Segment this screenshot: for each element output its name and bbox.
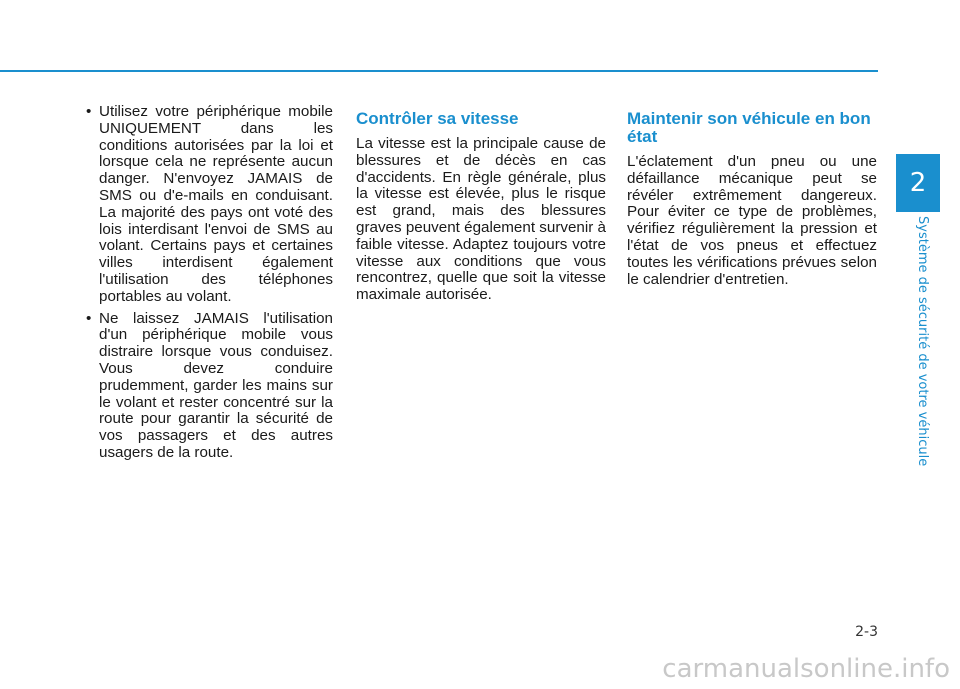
chapter-tab: 2 [896, 154, 940, 212]
list-item [83, 104, 333, 306]
section-body-speed: La vitesse est la principale cause de blessures et de décès en cas d'accidents. En règle générale, plus la vitesse est élevée, plus le risque est grand, mais des blessures graves peuvent également survenir à faible vitesse. Adaptez toujours votre vitesse aux conditions que vous rencontrez, quelle que soit la vitesse maximale autorisée. [356, 135, 606, 304]
watermark: carmanualsonline.info [662, 654, 950, 684]
middle-column [356, 104, 606, 304]
right-column [627, 104, 877, 288]
top-rule [0, 70, 878, 72]
section-body-maintenance: L'éclatement d'un pneu ou une défaillance mécanique peut se révéler extrêmement dangereux. Pour éviter ce type de problèmes, vérifiez régulièrement la pression et l'état de vos pneus et effectuez toutes les vérifications prévues selon le calendrier d'entretien. [627, 153, 877, 288]
bullet-list [83, 104, 333, 462]
chapter-title: Système de sécurité de votre véhicule [915, 216, 930, 467]
section-heading-maintenance: Maintenir son véhicule en bon état [627, 109, 871, 146]
section-heading-speed: Contrôler sa vitesse [356, 109, 519, 128]
bullet-icon: • [86, 103, 92, 120]
left-column [83, 104, 333, 467]
page-number: 2-3 [855, 624, 878, 640]
bullet-text: Ne laissez JAMAIS l'utilisation d'un périphérique mobile vous distraire lorsque vous conduisez. Vous devez conduire prudemment, garder les mains sur le volant et rester concentré sur la route pour garantir la sécurité de vos passagers et des autres usagers de la route. [99, 309, 333, 461]
bullet-text: Utilisez votre périphérique mobile UNIQUEMENT dans les conditions autorisées par la loi et lorsque cela ne représente aucun danger. N'envoyez JAMAIS de SMS ou d'e-mails en conduisant. La majorité des pays ont voté des lois interdisant l'envoi de SMS au volant. Certains pays et certaines villes interdisent également l'utilisation des téléphones portables au volant. [99, 103, 333, 305]
list-item [83, 311, 333, 462]
bullet-icon: • [86, 309, 92, 327]
